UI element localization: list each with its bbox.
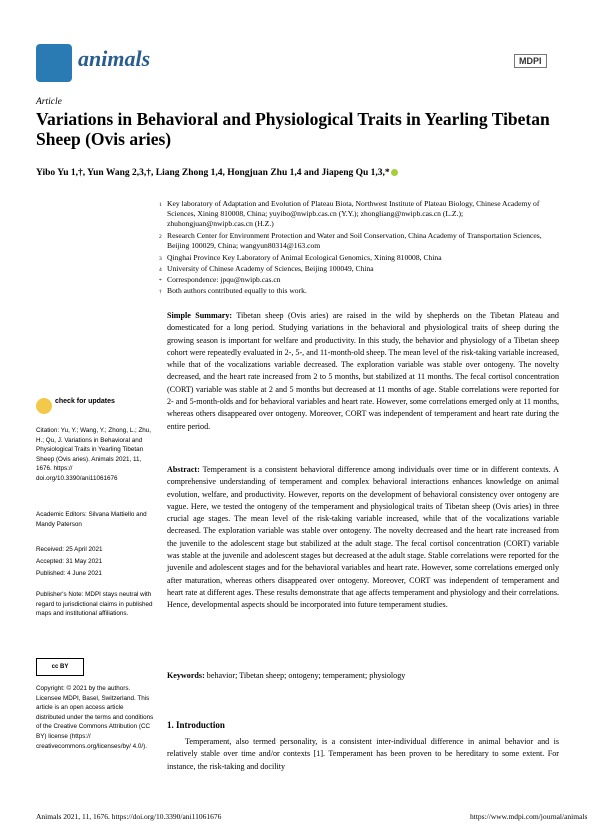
publisher-logo: MDPI [514,54,547,68]
published-date: Published: 4 June 2021 [36,570,102,577]
equal-contribution-note: † Both authors contributed equally to this work. [159,286,307,295]
footer-journal-url[interactable]: https://www.mdpi.com/journal/animals [470,812,588,821]
publisher-note: Publisher's Note: MDPI stays neutral with regard to jurisdictional claims in published maps and institutional affiliations. [36,591,153,618]
affiliation-4: 4 University of Chinese Academy of Sciences, Beijing 100049, China [159,264,374,273]
keywords: Keywords: behavior; Tibetan sheep; ontogeny; temperament; physiology [167,671,406,680]
journal-logo [36,44,72,82]
correspondence: * Correspondence: jpqu@nwipb.cas.cn [159,275,281,284]
paper-title: Variations in Behavioral and Physiological Traits in Yearling Tibetan Sheep (Ovis aries) [36,109,550,149]
article-type: Article [36,97,62,107]
check-for-updates-label[interactable]: check for updates [55,398,115,405]
academic-editors: Academic Editors: Silvana Mattiello and Mandy Paterson [36,511,147,528]
abstract: Abstract: Temperament is a consistent behavioral difference among individuals over time or in different contexts. A comprehensive understanding of temperament and complex behavioral interactions enhances knowledge on animal evolution, welfare, and productivity. However, reports on the development of behavioral consistency over ontogeny are vague. Here, we tested the ontogeny of the temperament and physiological traits of Tibetan sheep (Ovis aries) in three crucial age stages. The mean level of the risk-taking variable increased, while that of the vocalizations variable decreased. The exploration variable was stable over ontogeny. The novelty decreased and the heart rate increased from the juvenile to the adolescent stage but stabilized at the adult stage. The fecal cortisol concentration (CORT) variable was stable at the juvenile and adolescent stages but decreased at the adult stage. Stable correlations were reported for the juvenile and adolescent stages and for the behavioral variables and heart rate. However, some correlations emerged only after maturation, whereas others disappeared over ontogeny. Moreover, CORT was independent of temperament and heart rate at different ages. These results demonstrate that age affects temperament and physiology and their correlations. Hence, developmental aspects should be incorporated into future temperament studies. [167,465,559,610]
received-date: Received: 25 April 2021 [36,546,103,553]
citation: Citation: Yu, Y.; Wang, Y.; Zhong, L.; Zhu, H.; Qu, J. Variations in Behavioral and Physiological Traits in Yearling Tibetan Sheep (Ovis aries). Animals 2021, 11, 1676. https:// doi.org/10.3390/ani11061676 [36,427,152,482]
journal-name: animals [78,46,151,71]
accepted-date: Accepted: 31 May 2021 [36,558,103,565]
copyright: Copyright: © 2021 by the authors. Licensee MDPI, Basel, Switzerland. This article is an open access article distributed under the terms and conditions of the Creative Commons Attribution (CC BY) license (https:// creativecommons.org/licenses/by/ 4.0/). [36,685,154,750]
simple-summary: Simple Summary: Tibetan sheep (Ovis aries) are raised in the wild by shepherds on the Tibetan Plateau and domesticated for a long period. Studying variations in the behavioral and physiological traits of sheep during the growing season is important for welfare and productivity. In this study, the behavior and physiology of a Tibetan sheep cohort were repeatedly evaluated in 2-, 5-, and 11-month-old sheep. The mean level of the risk-taking variable increased, while that of the vocalizations variable decreased. The exploration variable was stable over ontogeny. The novelty decreased, and the heart rate increased from 2 to 5 months, but stabilized at 11 months. The fecal cortisol concentration (CORT) variable was stable at 2 and 5 months but decreased at 11 months of age. Stable correlations were reported for 2- and 5-month-olds and for behavioral variables and heart rate. However, some correlations emerged only at 11 months, whereas others disappeared over ontogeny. Moreover, CORT was independent of temperament and heart rate during the entire period. [167,311,559,431]
affiliation-2: 2 Research Center for Environment Protection and Water and Soil Conservation, China Academy of Transportation Sciences, Beijing 100029, China; wangyun80314@163.com [159,231,542,250]
introduction-heading: 1. Introduction [167,720,225,730]
affiliation-3: 3 Qinghai Province Key Laboratory of Animal Ecological Genomics, Xining 810008, China [159,253,442,262]
affiliation-1: 1 Key laboratory of Adaptation and Evolution of Plateau Biota, Northwest Institute of Plateau Biology, Chinese Academy of Sciences, Xining 810008, China; yuyibo@nwipb.cas.cn (Y.Y.); zhongliang@nwipb.cas.cn (L.Z.); zhuhongjuan@nwipb.cas.cn (H.Z.) [159,199,540,228]
orcid-icon[interactable] [391,169,398,176]
introduction-text: Temperament, also termed personality, is a consistent inter-individual difference in animal behavior and is relatively stable over time and/or contexts [1]. Temperament has been proven to be hereditary to some extent. For instance, the risk-taking and docility [167,737,559,771]
footer-citation[interactable]: Animals 2021, 11, 1676. https://doi.org/10.3390/ani11061676 [36,812,222,821]
cc-by-icon[interactable]: cc BY [36,658,84,676]
check-for-updates-icon[interactable] [36,398,52,414]
author-list: Yibo Yu 1,†, Yun Wang 2,3,†, Liang Zhong 1,4, Hongjuan Zhu 1,4 and Jiapeng Qu 1,3,* [36,168,398,178]
